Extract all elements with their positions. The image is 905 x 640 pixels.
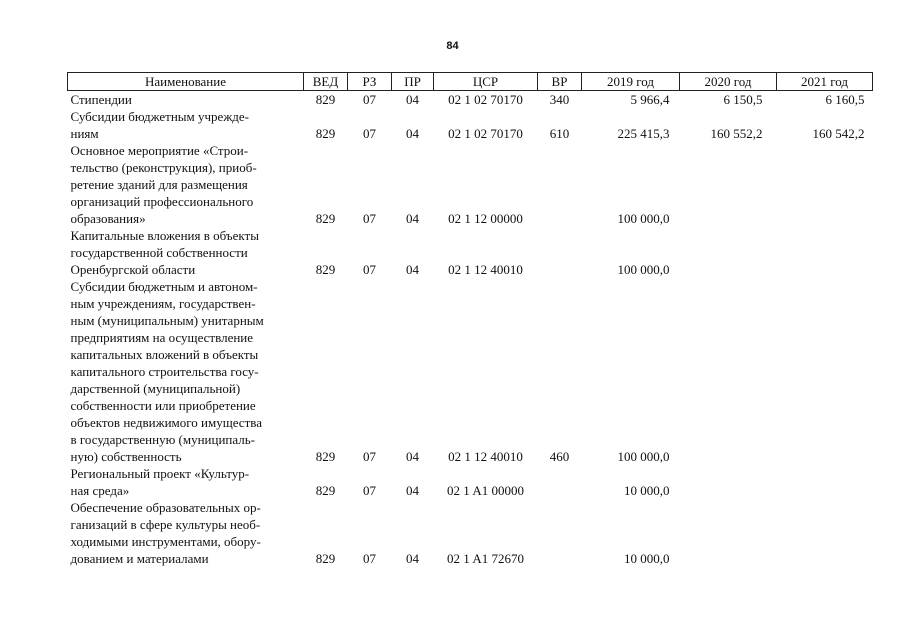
header-2021: 2021 год: [777, 73, 873, 91]
table-row: [68, 142, 873, 227]
row-2019: 5 966,4: [630, 92, 670, 107]
row-name: Основное мероприятие «Строи- тельство (реконструкция), приоб- ретение зданий для размещения организаций профессионального образования»: [70, 143, 257, 226]
header-2019: 2019 год: [582, 73, 680, 91]
row-csr: 02 1 A1 00000: [447, 483, 524, 498]
header-vr: ВР: [538, 73, 582, 91]
table-row: [68, 227, 873, 278]
row-name: Капитальные вложения в объекты государственной собственности Оренбургской области: [70, 228, 259, 277]
page-number: 84: [446, 40, 459, 52]
row-ved: 829: [315, 483, 336, 498]
row-rz: 07: [363, 126, 376, 141]
row-ved: 829: [315, 551, 336, 566]
row-2021: [777, 227, 873, 278]
row-rz: 07: [363, 449, 376, 464]
row-ved: 829: [315, 262, 336, 277]
row-ved: 829: [315, 211, 336, 226]
row-pr: 04: [406, 126, 419, 141]
row-name: Стипендии: [70, 92, 132, 107]
row-2020: [680, 278, 777, 465]
table-row: [68, 108, 873, 142]
table-row: [68, 499, 873, 567]
row-2020: [680, 499, 777, 567]
row-name: Региональный проект «Культур- ная среда»: [70, 466, 250, 498]
row-2019: 225 415,3: [617, 126, 670, 141]
row-vr: 340: [549, 92, 570, 107]
table-row: [68, 91, 873, 109]
row-rz: 07: [363, 262, 376, 277]
row-2020: [680, 465, 777, 499]
header-pr: ПР: [392, 73, 434, 91]
row-pr: 04: [406, 211, 419, 226]
table-row: [68, 278, 873, 465]
row-csr: 02 1 02 70170: [448, 126, 523, 141]
row-name: Субсидии бюджетным и автоном- ным учреждениям, государствен- ным (муниципальным) унитарным предприятиям на осуществление капитальных вложений в объекты капитального строительства госу- дарственной (муниципальной) собственности или приобретение объектов недвижимого имущества в государственную (муниципаль- ную) собственность: [70, 279, 264, 464]
row-vr: 460: [549, 449, 570, 464]
row-pr: 04: [406, 92, 419, 107]
row-name: Субсидии бюджетным учрежде- ниям: [70, 109, 250, 141]
row-rz: 07: [363, 483, 376, 498]
row-ved: 829: [315, 449, 336, 464]
row-2021: [777, 142, 873, 227]
row-2019: 100 000,0: [617, 262, 670, 277]
row-pr: 04: [406, 449, 419, 464]
row-2021: 6 160,5: [825, 92, 865, 107]
row-csr: 02 1 12 40010: [448, 449, 523, 464]
row-ved: 829: [315, 92, 336, 107]
row-name: Обеспечение образовательных ор- ганизаций в сфере культуры необ- ходимыми инструментами, обору- дованием и материалами: [70, 500, 261, 566]
row-2021: 160 542,2: [812, 126, 865, 141]
row-rz: 07: [363, 92, 376, 107]
row-csr: 02 1 02 70170: [448, 92, 523, 107]
row-2020: 6 150,5: [723, 92, 763, 107]
row-pr: 04: [406, 262, 419, 277]
budget-table: [67, 72, 873, 567]
row-csr: 02 1 12 00000: [448, 211, 523, 226]
header-row: [68, 73, 873, 91]
header-rz: РЗ: [348, 73, 392, 91]
row-rz: 07: [363, 211, 376, 226]
row-vr: [538, 142, 582, 227]
header-name: Наименование: [68, 73, 304, 91]
row-2019: 100 000,0: [617, 211, 670, 226]
table-row: [68, 465, 873, 499]
header-ved: ВЕД: [304, 73, 348, 91]
row-2020: [680, 142, 777, 227]
row-2019: 100 000,0: [617, 449, 670, 464]
table-header: [68, 73, 873, 91]
row-csr: 02 1 12 40010: [448, 262, 523, 277]
row-vr: [538, 465, 582, 499]
row-ved: 829: [315, 126, 336, 141]
row-pr: 04: [406, 551, 419, 566]
row-2021: [777, 499, 873, 567]
row-vr: 610: [549, 126, 570, 141]
row-pr: 04: [406, 483, 419, 498]
header-csr: ЦСР: [434, 73, 538, 91]
row-2019: 10 000,0: [624, 483, 670, 498]
row-rz: 07: [363, 551, 376, 566]
row-2020: [680, 227, 777, 278]
row-2020: 160 552,2: [710, 126, 763, 141]
row-2019: 10 000,0: [624, 551, 670, 566]
header-2020: 2020 год: [680, 73, 777, 91]
row-csr: 02 1 A1 72670: [447, 551, 524, 566]
table-body: [68, 91, 873, 568]
row-2021: [777, 278, 873, 465]
row-2021: [777, 465, 873, 499]
row-vr: [538, 227, 582, 278]
row-vr: [538, 499, 582, 567]
